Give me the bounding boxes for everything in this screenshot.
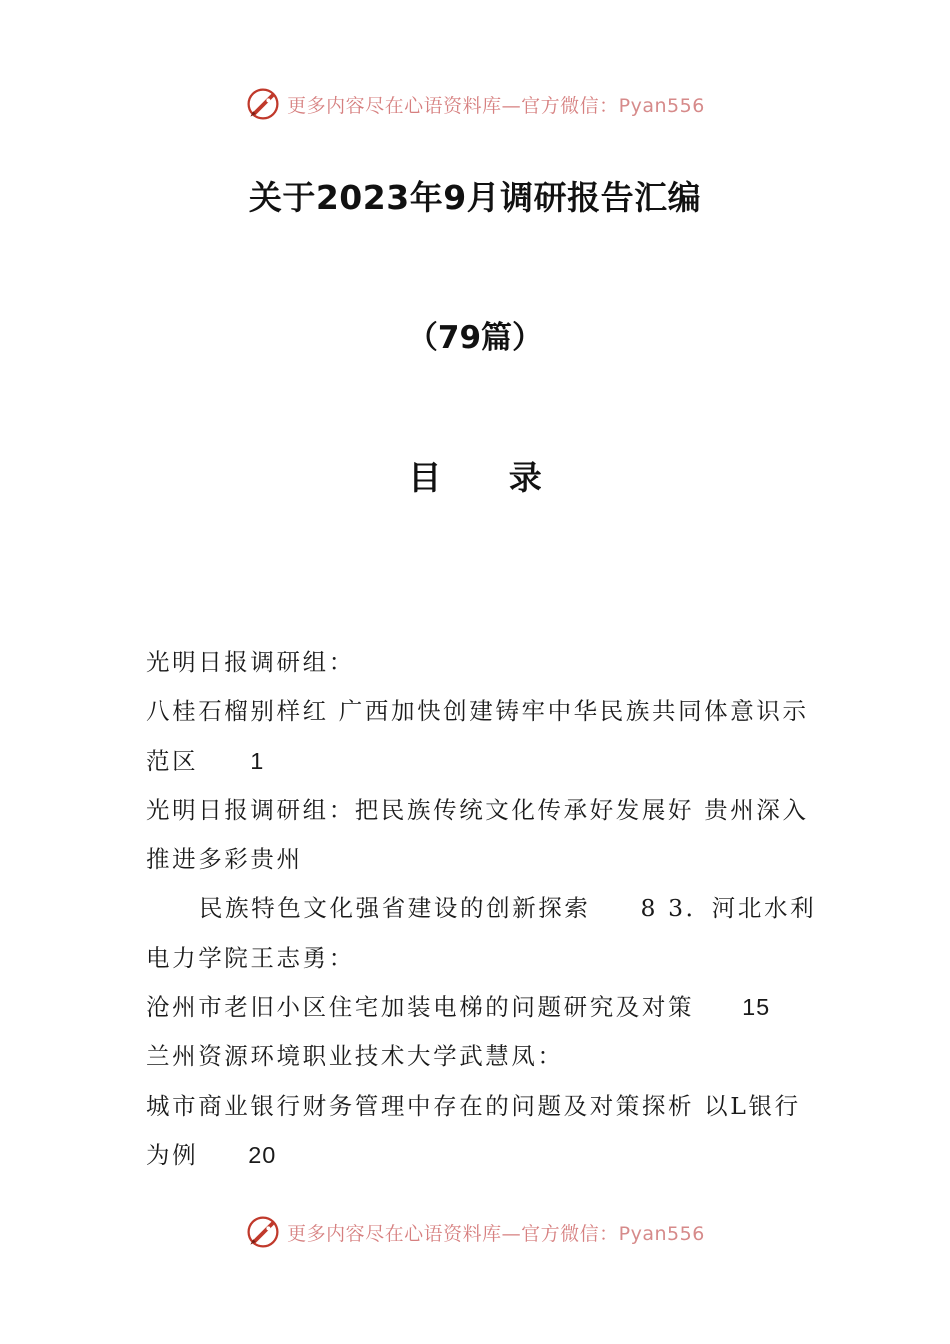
toc-line: 范区 1 [146,746,265,775]
toc-line: 民族特色文化强省建设的创新探索 8 3．河北水利 [199,894,817,923]
pen-logo-icon [245,86,281,122]
watermark-header [0,84,950,124]
toc-page-number: 20 [248,1141,277,1168]
toc-page-number: 8 3．河北水利 [640,894,817,923]
toc-line: 八桂石榴别样红 广西加快创建铸牢中华民族共同体意识示 [146,697,809,726]
wechat-id: Pyan556 [618,1222,705,1245]
watermark-text: 更多内容尽在心语资料库—官方微信：Pyan556 [287,1222,705,1245]
toc-page-number: 1 [250,747,265,774]
watermark-text: 更多内容尽在心语资料库—官方微信：Pyan556 [287,94,705,117]
toc-heading: 目 录 [408,458,570,497]
pen-logo-icon [245,1214,281,1250]
toc-page-number: 15 [742,994,771,1021]
toc-line: 光明日报调研组： [146,648,355,676]
toc-line: 光明日报调研组：把民族传统文化传承好发展好 贵州深入 [146,795,809,824]
toc-line: 城市商业银行财务管理中存在的问题及对策探析 以L银行 [146,1091,801,1120]
document-count: （79篇） [406,320,544,356]
wechat-id: Pyan556 [618,94,705,117]
table-of-contents [146,638,817,1180]
toc-line: 推进多彩贵州 [146,845,303,874]
toc-line: 兰州资源环境职业技术大学武慧凤： [146,1042,564,1071]
document-title: 关于2023年9月调研报告汇编 [248,178,702,217]
toc-line: 电力学院王志勇： [146,943,355,972]
toc-line: 为例 20 [146,1140,277,1169]
watermark-footer [0,1212,950,1252]
toc-line: 沧州市老旧小区住宅加装电梯的问题研究及对策 15 [146,993,771,1022]
